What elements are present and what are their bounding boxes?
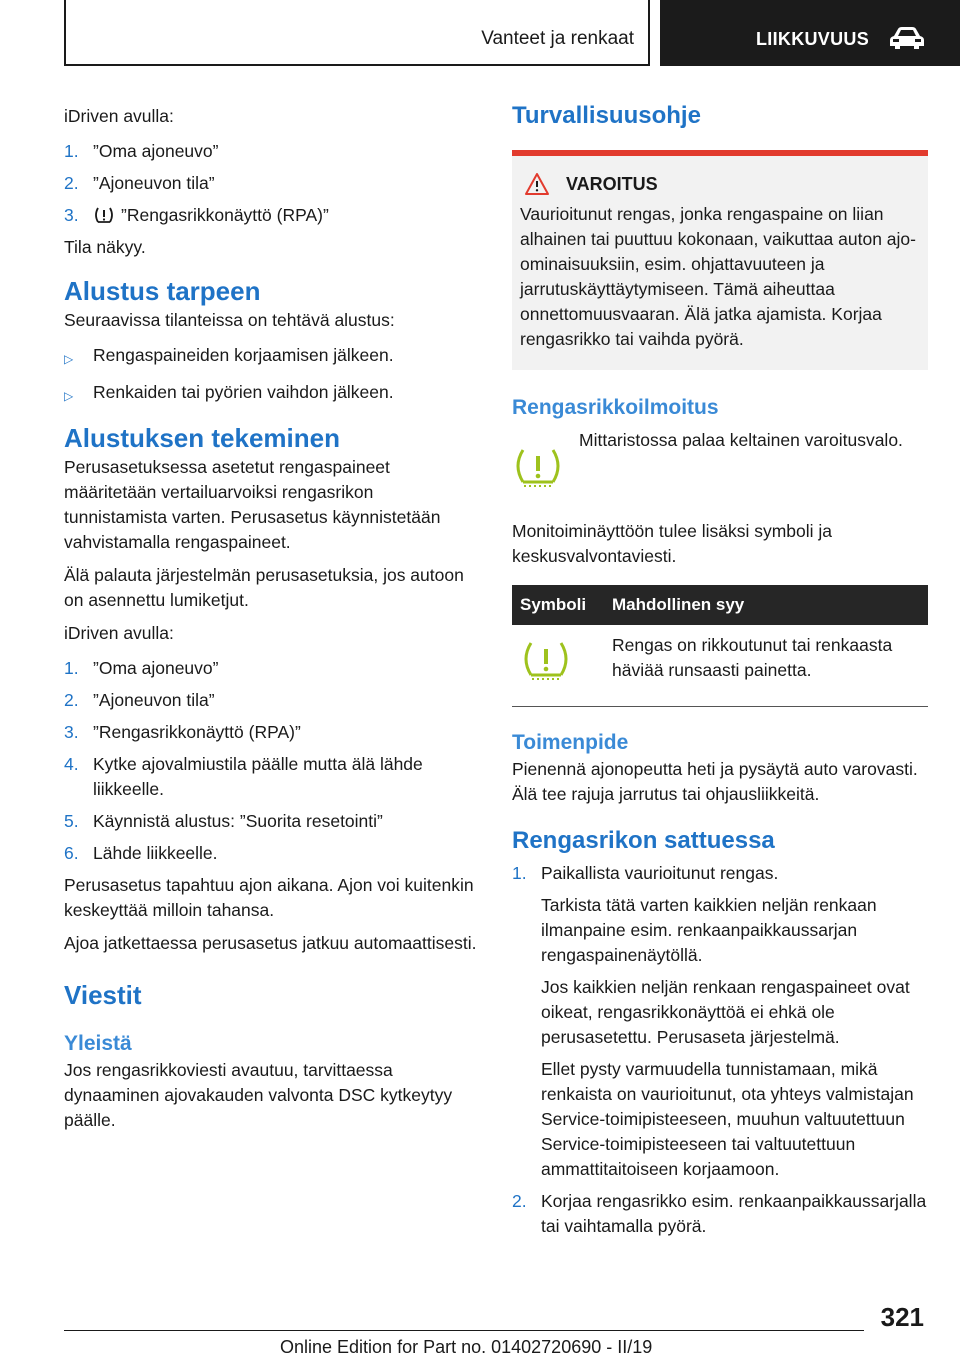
list-number: 1. [64,141,79,161]
indicator-text: Mittaristossa palaa keltainen varoitusvalo. [579,430,903,450]
heading-rengasrikon-sattuessa: Rengasrikon sattuessa [512,827,775,854]
idrive-steps-2 [64,656,478,866]
list-number: 2. [64,173,79,193]
chapter-title: LIIKKUVUUS [756,29,870,49]
heading-alustus-tarpeen: Alustus tarpeen [64,276,261,306]
list-text: ”Rengasrikkonäyttö (RPA)” [93,722,301,742]
table-row [512,625,928,707]
list-item [512,861,928,1182]
paragraph: Perusasetus tapahtuu ajon aikana. Ajon voi kuitenkin keskeyttää milloin tahansa. [64,875,474,920]
idrive-intro: iDriven avulla: [64,106,174,126]
list-number: 3. [64,205,79,225]
list-text: Käynnistä alustus: ”Suorita resetointi” [93,811,383,831]
repair-steps [512,861,928,1239]
car-icon [888,26,926,50]
warning-title: VAROITUS [566,173,658,194]
tire-pressure-icon [93,206,115,226]
list-item [512,1189,928,1239]
sub-paragraph: Tarkista tätä varten kaikkien neljän renkaan ilmanpaine esim. renkaanpaikkaussarjan rengaspainenäytöllä. [541,895,877,965]
list-text: Korjaa rengasrikko esim. renkaanpaikkaussarjalla tai vaihtamalla pyörä. [541,1191,927,1236]
right-column [512,100,928,1246]
list-number: 4. [64,754,79,774]
heading-alustuksen-tekeminen: Alustuksen tekeminen [64,423,340,453]
list-item [64,688,478,713]
sub-paragraph: Ellet pysty varmuudella tunnistamaan, mikä renkaista on vaurioitunut, ota yhteys valmistajan Service-toimipisteeseen, muuhun valtuutettuun Service-toimipisteeseen tai valtuutettuun ammattitaitoiseen korjaamoon. [541,1059,914,1179]
bullet-icon: ▷ [64,352,74,366]
page-number: 321 [880,1302,924,1332]
tire-pressure-icon [512,446,564,492]
status-text: Tila näkyy. [64,237,146,257]
list-text: ”Oma ajoneuvo” [93,658,219,678]
list-text: Kytke ajovalmiustila päälle mutta älä lähde liikkeelle. [93,754,423,799]
alustus-bullets [64,343,478,409]
sub-paragraph: Jos kaikkien neljän renkaan rengaspaineet ovat oikeat, rengasrikkonäyttöä ei ehkä ole perusasetettu. Perusaseta järjestelmä. [541,977,910,1047]
heading-yleista: Yleistä [64,1032,132,1055]
list-text: ”Ajoneuvon tila” [93,173,215,193]
paragraph: Monitoiminäyttöön tulee lisäksi symboli ja keskusvalvontaviesti. [512,521,832,566]
list-number: 5. [64,811,79,831]
list-text: Paikallista vaurioitunut rengas. [541,863,779,883]
paragraph: Ajoa jatkettaessa perusasetus jatkuu automaattisesti. [64,933,477,953]
list-text: ”Oma ajoneuvo” [93,141,219,161]
list-item [64,139,478,164]
idrive-intro: iDriven avulla: [64,623,174,643]
heading-turvallisuusohje: Turvallisuusohje [512,102,701,129]
list-item [64,380,478,409]
paragraph: Jos rengasrikkoviesti avautuu, tarvittaessa dynaaminen ajovakauden valvonta DSC kytkeytyy päälle. [64,1060,453,1130]
list-text: Lähde liikkeelle. [93,843,218,863]
list-item [64,809,478,834]
heading-rengasrikkoilmoitus: Rengasrikkoilmoitus [512,396,719,419]
list-item [64,841,478,866]
list-number: 1. [512,863,527,883]
list-number: 3. [64,722,79,742]
list-text: ”Rengasrikkonäyttö (RPA)” [121,205,329,225]
list-number: 2. [512,1191,527,1211]
tire-pressure-icon [520,639,572,685]
paragraph: Älä palauta järjestelmän perusasetuksia, jos autoon on asennettu lumiketjut. [64,565,464,610]
left-column [64,104,478,1133]
warning-text: Vaurioitunut rengas, jonka rengaspaine on liian alhainen tai puuttuu kokonaan, vaikuttaa auton ajo-ominaisuuksiin, esim. ohjattavuuteen ja jarrutuskäyttäytymiseen. Tämä aiheuttaa onnettomuusvaaran. Älä jatka ajamista. Korjaa rengasrikko tai vaihda pyörä. [520,204,916,349]
header-section-tab [64,0,650,66]
symbol-table [512,585,928,707]
list-text: Rengaspaineiden korjaamisen jälkeen. [93,345,394,365]
edition-text: Online Edition for Part no. 01402720690 - II/19 [280,1337,653,1357]
list-item [64,203,478,228]
list-text: ”Ajoneuvon tila” [93,690,215,710]
list-item [64,343,478,372]
bullet-icon: ▷ [64,389,74,403]
table-header-symbol: Symboli [512,585,604,625]
paragraph: Pienennä ajonopeutta heti ja pysäytä auto varovasti. Älä tee rajuja jarrutus tai ohjausliikkeitä. [512,759,918,804]
heading-toimenpide: Toimenpide [512,731,629,754]
table-header-row [512,585,928,625]
warning-box [512,150,928,370]
list-item [64,171,478,196]
idrive-steps-1 [64,139,478,228]
heading-viestit: Viestit [64,980,142,1010]
table-header-cause: Mahdollinen syy [604,585,928,625]
footer-divider [64,1330,864,1331]
list-number: 1. [64,658,79,678]
header-chapter-tab [660,0,960,66]
warning-triangle-icon [524,172,550,196]
list-item [64,720,478,745]
list-number: 2. [64,690,79,710]
list-item [64,752,478,802]
list-item [64,656,478,681]
alustus-intro: Seuraavissa tilanteissa on tehtävä alustus: [64,310,395,330]
list-number: 6. [64,843,79,863]
paragraph: Perusasetuksessa asetetut rengaspaineet määritetään vertailuarvoiksi rengasrikon tunnistamista varten. Perusasetus käynnistetään vahvistamalla rengaspaineet. [64,457,441,552]
list-text: Renkaiden tai pyörien vaihdon jälkeen. [93,382,394,402]
table-cell-cause: Rengas on rikkoutunut tai renkaasta häviää runsaasti painetta. [604,625,928,707]
section-title: Vanteet ja renkaat [481,28,634,49]
